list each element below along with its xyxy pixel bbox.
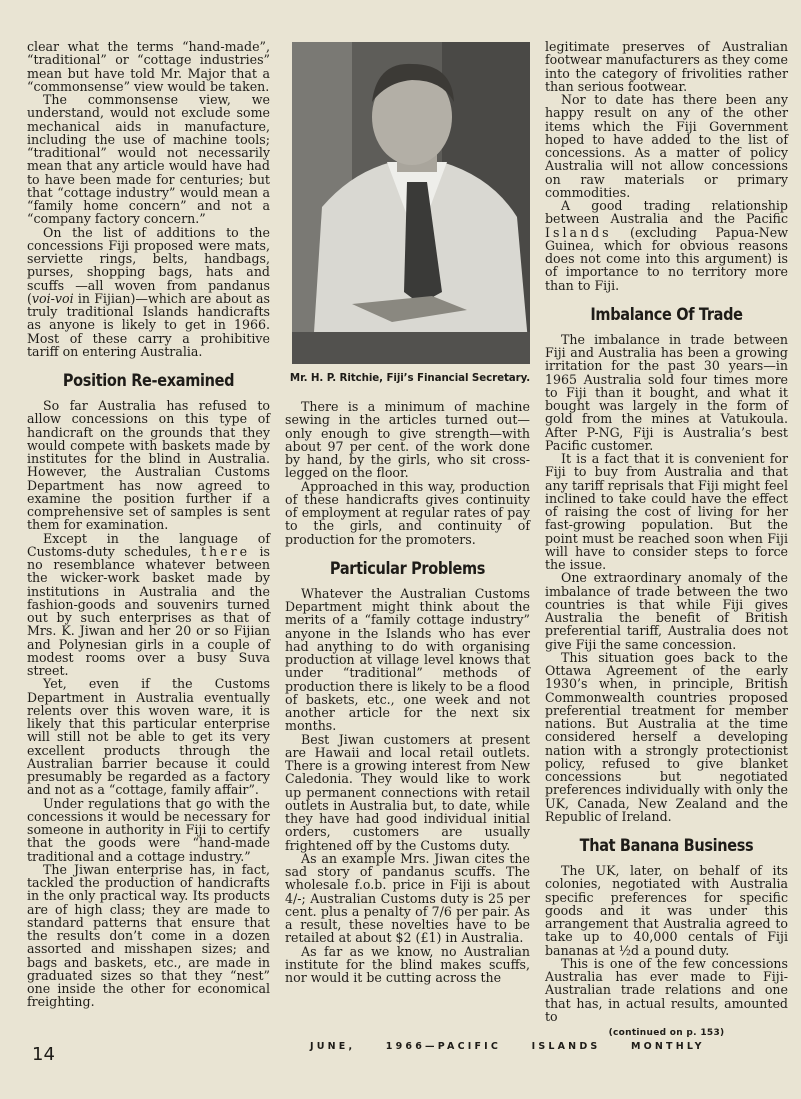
text-run: On the list of additions to the concessions Fiji proposed were mats, serviette rings, belts, handbags, purses, shopping bags, hats and scuffs —all woven from pandanus (	[27, 224, 270, 306]
paragraph: Nor to date has there been any happy result on any of the other items which the Fiji Government hoped to have added to the list of concessions. As a matter of policy Australia will not allow concessions on raw materials or primary commodities.	[545, 92, 788, 200]
photo-caption: Mr. H. P. Ritchie, Fiji’s Financial Secretary.	[289, 372, 531, 384]
portrait-illustration	[292, 42, 530, 364]
emphasis-word: Islands	[545, 224, 612, 240]
paragraph: Best Jiwan customers at present are Hawaii and local retail outlets. There is a growing interest from New Caledonia. They would like to work up permanent connections with retail outlets in Australia but, to date, while they have had good individual initial orders, customers are usually frightened off by the Customs duty.	[285, 731, 530, 853]
emphasis-word: there	[200, 543, 251, 559]
article-column-2	[285, 400, 530, 984]
article-column-1	[27, 40, 270, 1009]
paragraph: There is a minimum of machine sewing in the articles turned out—only enough to give strength—with about 97 per cent. of the work done by hand, by the girls, who sit cross-legged on the floor.	[285, 399, 530, 481]
section-heading: That Banana Business	[579, 836, 754, 855]
text-run: A good trading relationship between Australia and the Pacific	[545, 198, 788, 227]
paragraph: One extraordinary anomaly of the imbalance of trade between the two countries is that while Fiji gives Australia the benefit of British preferential tariff, Australia does not give Fiji the same concession.	[545, 570, 788, 652]
paragraph: The imbalance in trade between Fiji and Australia has been a growing irritation for the past 30 years—in 1965 Australia sold four times more to Fiji than it bought, and what it bought was largely in the form of gold from the mines at Vatukoula. After P-NG, Fiji is Australia’s best Pacific customer.	[545, 331, 788, 453]
paragraph: As far as we know, no Australian institute for the blind makes scuffs, nor would it be cutting across the	[285, 943, 530, 985]
paragraph	[27, 532, 270, 678]
text-run: is no resemblance whatever between the wicker-work basket made by institutions in Australia and the fashion-goods and souvenirs turned out by such enterprises as that of Mrs. K. Jiwan and her 20 or so Fijian and Polynesian girls in a couple of modest rooms over a busy Suva street.	[27, 543, 270, 678]
paragraph: The UK, later, on behalf of its colonies, negotiated with Australia specific preferences for specific goods and it was under this arrangement that Australia agreed to take up to 40,000 centals of Fiji bananas at ½d a pound duty.	[545, 863, 788, 958]
paragraph: Under regulations that go with the concessions it would be necessary for someone in authority in Fiji to certify that the goods were “hand-made traditional and a cottage industry.”	[27, 795, 270, 864]
paragraph: This situation goes back to the Ottawa Agreement of the early 1930’s when, in principle, British Commonwealth countries proposed preferential treatment for member nations. But Australia at the time considered herself a developing nation with a strongly protectionist policy, refused to give blanket concessions but negotiated preferences individually with only the UK, Canada, New Zealand and the Republic of Ireland.	[545, 649, 788, 824]
text-run: in Fijian)—which are about as truly traditional Islands handicrafts as anyone is likely to get in 1966. Most of these carry a prohibitive tariff on entering Australia.	[27, 290, 270, 359]
paragraph: As an example Mrs. Jiwan cites the sad story of pandanus scuffs. The wholesale f.o.b. price in Fiji is about 4/-; Australian Customs duty is 25 per cent. plus a penalty of 7/6 per pair. As a result, these novelties have to be retailed at about $2 (£1) in Australia.	[285, 850, 530, 946]
paragraph: Whatever the Australian Customs Department might think about the merits of a “family cottage industry” anyone in the Islands who has ever had anything to do with organising production at village level knows that under “traditional” methods of production there is likely to be a flood of baskets, etc., one week and not another article for the next six months.	[285, 585, 530, 734]
text-run: (excluding Papua-New Guinea, which for obvious reasons does not come into this argument) is of importance to no territory more than to Fiji.	[545, 224, 788, 293]
article-column-3	[545, 40, 788, 1040]
portrait-photo	[292, 42, 530, 364]
running-footer: JUNE, 1966—PACIFIC ISLANDS MONTHLY	[310, 1041, 705, 1052]
paragraph: So far Australia has refused to allow concessions on this type of handicraft on the grounds that they would compete with baskets made by institutes for the blind in Australia. However, the Australian Customs Department has now agreed to examine the position further if a comprehensive set of samples is sent them for examination.	[27, 398, 270, 533]
continued-note: (continued on p. 153)	[608, 1028, 725, 1038]
section-heading: Particular Problems	[329, 558, 486, 578]
paragraph: Yet, even if the Customs Department in Australia eventually relents over this woven ware, it is likely that this particular enterprise will still not be able to get its very excellent products through the Australian barrier because it could presumably be regarded as a factory and not as a “cottage, family affair”.	[27, 676, 270, 798]
paragraph: This is one of the few concessions Australia has ever made to Fiji-Australian trade relations and one that has, in actual results, amounted to	[545, 955, 788, 1024]
paragraph: clear what the terms “hand-made”, “traditional” or “cottage industries” mean but have told Mr. Major that a “commonsense” view would be taken.	[27, 39, 270, 94]
paragraph: Approached in this way, production of these handicrafts gives continuity of employment at regular rates of pay to the girls, and continuity of production for the promoters.	[285, 478, 530, 547]
paragraph	[545, 199, 788, 292]
section-heading: Position Re-examined	[62, 371, 235, 390]
paragraph: The commonsense view, we understand, would not exclude some mechanical aids in manufacture, including the use of machine tools; “traditional” would not necessarily mean that any article would have had to have been made for centuries; but that “cottage industry” would mean a “family home concern” and not a “company factory concern.”	[27, 92, 270, 227]
paragraph: legitimate preserves of Australian footwear manufacturers as they come into the category of frivolities rather than serious footwear.	[545, 39, 788, 94]
paragraph: It is a fact that it is convenient for Fiji to buy from Australia and that any tariff reprisals that Fiji might feel inclined to take could have the effect of raising the cost of living for her fast-growing population. But the point must be reached soon when Fiji will have to consider steps to force the issue.	[545, 451, 788, 572]
paragraph: The Jiwan enterprise has, in fact, tackled the production of handicrafts in the only practical way. Its products are of high class; they are made to standard patterns that ensure that the results don’t come in a dozen assorted and misshapen sizes; and bags and baskets, etc., are made in graduated sizes so that they “nest” one inside the other for economical freighting.	[27, 861, 270, 1010]
fijian-term: voi-voi	[31, 290, 74, 306]
page-number: 14	[32, 1044, 55, 1065]
section-heading: Imbalance Of Trade	[590, 304, 743, 324]
text-run: Except in the language of Customs-duty schedules,	[27, 530, 270, 559]
paragraph	[27, 226, 270, 359]
